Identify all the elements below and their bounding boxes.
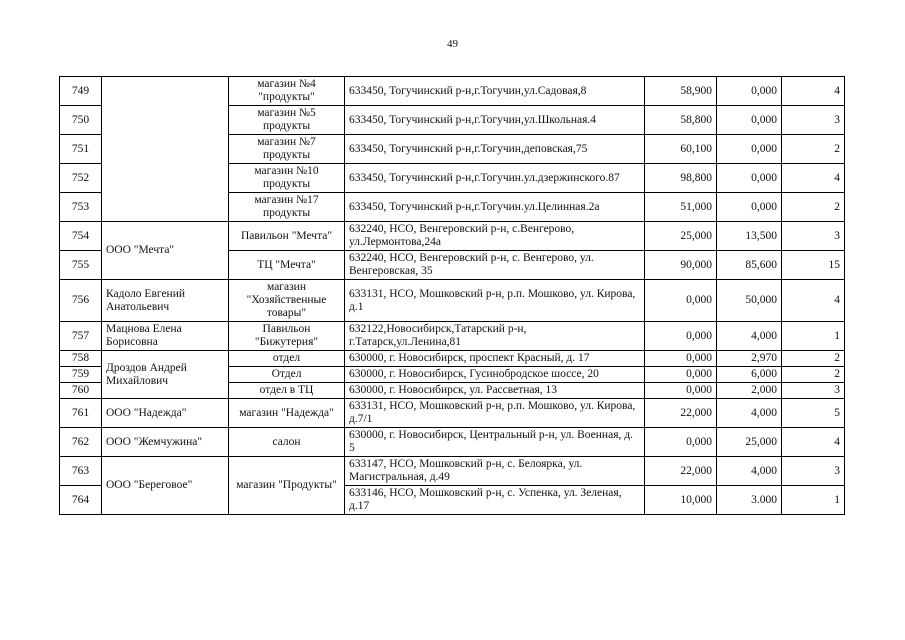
address-cell: 633131, НСО, Мошковский р-н, р.п. Мошково, ул. Кирова, д.1 xyxy=(345,280,645,322)
row-number-cell: 752 xyxy=(60,164,102,193)
owner-cell: Мацнова Елена Борисовна xyxy=(102,322,229,351)
value-cell-3: 2 xyxy=(782,135,845,164)
table-row xyxy=(60,322,845,351)
address-cell: 633450, Тогучинский р-н,г.Тогучин,ул.Школьная.4 xyxy=(345,106,645,135)
value-cell-3: 2 xyxy=(782,351,845,367)
value-cell-1: 0,000 xyxy=(645,280,717,322)
row-number-cell: 762 xyxy=(60,428,102,457)
value-cell-1: 22,000 xyxy=(645,399,717,428)
owner-cell xyxy=(102,77,229,222)
value-cell-1: 51,000 xyxy=(645,193,717,222)
value-cell-3: 5 xyxy=(782,399,845,428)
object-cell: салон xyxy=(229,428,345,457)
row-number-cell: 759 xyxy=(60,367,102,383)
address-cell: 633147, НСО, Мошковский р-н, с. Белоярка, ул. Магистральная, д.49 xyxy=(345,457,645,486)
address-cell: 633450, Тогучинский р-н,г.Тогучин,ул.Садовая,8 xyxy=(345,77,645,106)
value-cell-2: 85,600 xyxy=(717,251,782,280)
object-cell: магазин №7 продукты xyxy=(229,135,345,164)
value-cell-1: 0,000 xyxy=(645,367,717,383)
table-row xyxy=(60,351,845,367)
value-cell-3: 3 xyxy=(782,222,845,251)
object-cell: Павильон "Мечта" xyxy=(229,222,345,251)
row-number-cell: 764 xyxy=(60,486,102,515)
value-cell-2: 13,500 xyxy=(717,222,782,251)
owner-cell: Кадоло Евгений Анатольевич xyxy=(102,280,229,322)
value-cell-1: 0,000 xyxy=(645,383,717,399)
value-cell-3: 1 xyxy=(782,322,845,351)
address-cell: 630000, г. Новосибирск, Гусинобродское шоссе, 20 xyxy=(345,367,645,383)
owner-cell: Дроздов Андрей Михайлович xyxy=(102,351,229,399)
value-cell-2: 0,000 xyxy=(717,164,782,193)
address-cell: 633450, Тогучинский р-н,г.Тогучин.ул.Целинная.2а xyxy=(345,193,645,222)
value-cell-2: 6,000 xyxy=(717,367,782,383)
value-cell-1: 58,900 xyxy=(645,77,717,106)
object-cell: магазин №5 продукты xyxy=(229,106,345,135)
table-row xyxy=(60,280,845,322)
value-cell-2: 25,000 xyxy=(717,428,782,457)
owner-cell: ООО "Береговое" xyxy=(102,457,229,515)
object-cell: отдел xyxy=(229,351,345,367)
row-number-cell: 761 xyxy=(60,399,102,428)
address-cell: 632240, НСО, Венгеровский р-н, с. Венгерово, ул. Венгеровская, 35 xyxy=(345,251,645,280)
table-row xyxy=(60,77,845,106)
owner-cell: ООО "Жемчужина" xyxy=(102,428,229,457)
table-row xyxy=(60,428,845,457)
row-number-cell: 754 xyxy=(60,222,102,251)
value-cell-3: 4 xyxy=(782,164,845,193)
object-cell: магазин "Надежда" xyxy=(229,399,345,428)
value-cell-3: 3 xyxy=(782,457,845,486)
value-cell-3: 15 xyxy=(782,251,845,280)
table-row xyxy=(60,399,845,428)
value-cell-2: 0,000 xyxy=(717,135,782,164)
object-cell: отдел в ТЦ xyxy=(229,383,345,399)
object-cell: магазин №17 продукты xyxy=(229,193,345,222)
value-cell-2: 0,000 xyxy=(717,193,782,222)
registry-table-body xyxy=(60,77,845,515)
value-cell-2: 4,000 xyxy=(717,322,782,351)
row-number-cell: 755 xyxy=(60,251,102,280)
value-cell-3: 4 xyxy=(782,77,845,106)
row-number-cell: 749 xyxy=(60,77,102,106)
value-cell-1: 98,800 xyxy=(645,164,717,193)
address-cell: 633450, Тогучинский р-н,г.Тогучин,деповская,75 xyxy=(345,135,645,164)
object-cell: магазин №4 "продукты" xyxy=(229,77,345,106)
address-cell: 630000, г. Новосибирск, проспект Красный, д. 17 xyxy=(345,351,645,367)
owner-cell: ООО "Мечта" xyxy=(102,222,229,280)
object-cell: магазин "Хозяйственные товары" xyxy=(229,280,345,322)
row-number-cell: 760 xyxy=(60,383,102,399)
value-cell-1: 22,000 xyxy=(645,457,717,486)
page-number: 49 xyxy=(447,38,458,50)
address-cell: 632240, НСО, Венгеровский р-н, с.Венгерово, ул.Лермонтова,24а xyxy=(345,222,645,251)
value-cell-3: 2 xyxy=(782,367,845,383)
address-cell: 633146, НСО, Мошковский р-н, с. Успенка, ул. Зеленая, д.17 xyxy=(345,486,645,515)
value-cell-2: 0,000 xyxy=(717,77,782,106)
value-cell-1: 0,000 xyxy=(645,428,717,457)
registry-table xyxy=(59,76,845,515)
value-cell-3: 3 xyxy=(782,106,845,135)
object-cell: Отдел xyxy=(229,367,345,383)
value-cell-2: 3.000 xyxy=(717,486,782,515)
value-cell-3: 1 xyxy=(782,486,845,515)
table-row xyxy=(60,457,845,486)
value-cell-3: 3 xyxy=(782,383,845,399)
address-cell: 633450, Тогучинский р-н,г.Тогучин.ул.дзержинского.87 xyxy=(345,164,645,193)
table-row xyxy=(60,222,845,251)
value-cell-1: 10,000 xyxy=(645,486,717,515)
value-cell-2: 2,000 xyxy=(717,383,782,399)
row-number-cell: 751 xyxy=(60,135,102,164)
value-cell-1: 58,800 xyxy=(645,106,717,135)
value-cell-2: 0,000 xyxy=(717,106,782,135)
address-cell: 633131, НСО, Мошковский р-н, р.п. Мошково, ул. Кирова, д.7/1 xyxy=(345,399,645,428)
value-cell-2: 2,970 xyxy=(717,351,782,367)
row-number-cell: 750 xyxy=(60,106,102,135)
value-cell-1: 90,000 xyxy=(645,251,717,280)
value-cell-2: 4,000 xyxy=(717,399,782,428)
value-cell-1: 0,000 xyxy=(645,351,717,367)
row-number-cell: 756 xyxy=(60,280,102,322)
address-cell: 630000, г. Новосибирск, Центральный р-н, ул. Военная, д. 5 xyxy=(345,428,645,457)
value-cell-3: 4 xyxy=(782,280,845,322)
value-cell-1: 60,100 xyxy=(645,135,717,164)
row-number-cell: 758 xyxy=(60,351,102,367)
value-cell-3: 2 xyxy=(782,193,845,222)
value-cell-1: 25,000 xyxy=(645,222,717,251)
row-number-cell: 757 xyxy=(60,322,102,351)
owner-cell: ООО "Надежда" xyxy=(102,399,229,428)
value-cell-3: 4 xyxy=(782,428,845,457)
value-cell-2: 4,000 xyxy=(717,457,782,486)
address-cell: 630000, г. Новосибирск, ул. Рассветная, 13 xyxy=(345,383,645,399)
object-cell: магазин №10 продукты xyxy=(229,164,345,193)
value-cell-1: 0,000 xyxy=(645,322,717,351)
object-cell: магазин "Продукты" xyxy=(229,457,345,515)
object-cell: Павильон "Бижутерия" xyxy=(229,322,345,351)
row-number-cell: 753 xyxy=(60,193,102,222)
value-cell-2: 50,000 xyxy=(717,280,782,322)
object-cell: ТЦ "Мечта" xyxy=(229,251,345,280)
address-cell: 632122,Новосибирск,Татарский р-н, г.Татарск,ул.Ленина,81 xyxy=(345,322,645,351)
row-number-cell: 763 xyxy=(60,457,102,486)
